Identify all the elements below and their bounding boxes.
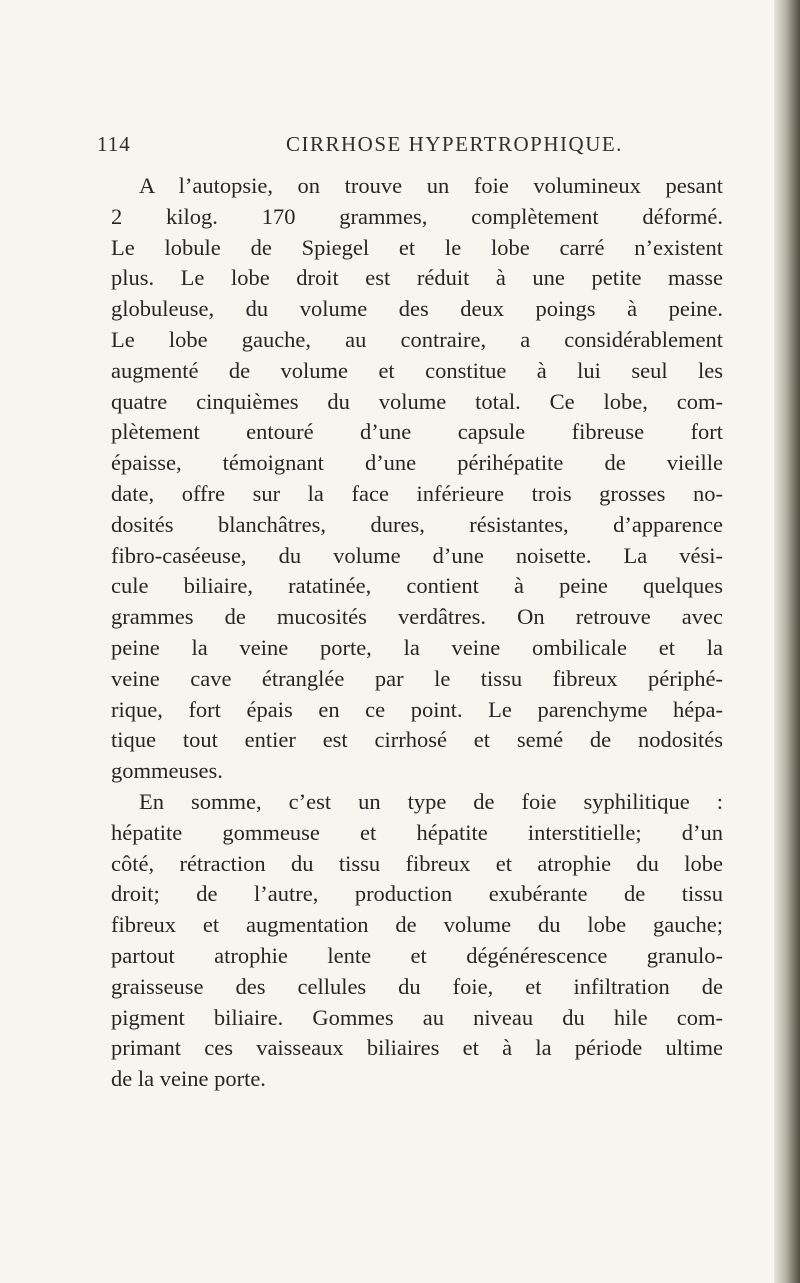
- text-line: fibreux et augmentation de volume du lobe gauche;: [111, 912, 723, 938]
- text-line: peine la veine porte, la veine ombilicale et la: [111, 634, 723, 660]
- text-line: gommeuses.: [111, 758, 223, 784]
- text-line: cule biliaire, ratatinée, contient à peine quelques: [111, 573, 723, 599]
- text-line: quatre cinquièmes du volume total. Ce lobe, com-: [111, 388, 723, 414]
- page-edge-shadow: [774, 0, 800, 1283]
- text-line: primant ces vaisseaux biliaires et à la période ultime: [111, 1035, 723, 1061]
- text-line: hépatite gommeuse et hépatite interstitielle; d’un: [111, 819, 723, 845]
- running-title: CIRRHOSE HYPERTROPHIQUE.: [286, 132, 623, 156]
- text-line: grammes de mucosités verdâtres. On retrouve avec: [111, 604, 723, 630]
- text-line: dosités blanchâtres, dures, résistantes, d’apparence: [111, 511, 723, 537]
- text-line: fibro-caséeuse, du volume d’une noisette. La vési-: [111, 542, 723, 568]
- text-line: En somme, c’est un type de foie syphilitique :: [139, 788, 723, 814]
- text-line: droit; de l’autre, production exubérante de tissu: [111, 881, 723, 907]
- text-line: graisseuse des cellules du foie, et infiltration de: [111, 973, 723, 999]
- text-line: plètement entouré d’une capsule fibreuse fort: [111, 419, 723, 445]
- text-line: A l’autopsie, on trouve un foie volumineux pesant: [139, 173, 723, 198]
- text-line: rique, fort épais en ce point. Le parenchyme hépa-: [111, 696, 723, 722]
- text-line: veine cave étranglée par le tissu fibreux périphé-: [111, 665, 723, 691]
- text-line: côté, rétraction du tissu fibreux et atrophie du lobe: [111, 850, 723, 876]
- text-line: augmenté de volume et constitue à lui seul les: [111, 357, 723, 383]
- text-line: Le lobe gauche, au contraire, a considérablement: [111, 326, 723, 352]
- text-line: globuleuse, du volume des deux poings à peine.: [111, 296, 723, 322]
- text-line: de la veine porte.: [111, 1066, 266, 1092]
- text-line: date, offre sur la face inférieure trois grosses no-: [111, 480, 723, 506]
- text-line: tique tout entier est cirrhosé et semé de nodosités: [111, 727, 723, 753]
- body-text: [111, 171, 723, 1095]
- text-line: partout atrophie lente et dégénérescence granulo-: [111, 942, 723, 968]
- text-line: pigment biliaire. Gommes au niveau du hile com-: [111, 1004, 723, 1030]
- text-line: Le lobule de Spiegel et le lobe carré n’existent: [111, 234, 723, 260]
- page-number: 114: [97, 132, 131, 156]
- text-line: plus. Le lobe droit est réduit à une petite masse: [111, 265, 723, 291]
- text-line: épaisse, témoignant d’une périhépatite de vieille: [111, 450, 723, 476]
- page-header: [97, 132, 717, 166]
- text-line: 2 kilog. 170 grammes, complètement déformé.: [111, 203, 723, 229]
